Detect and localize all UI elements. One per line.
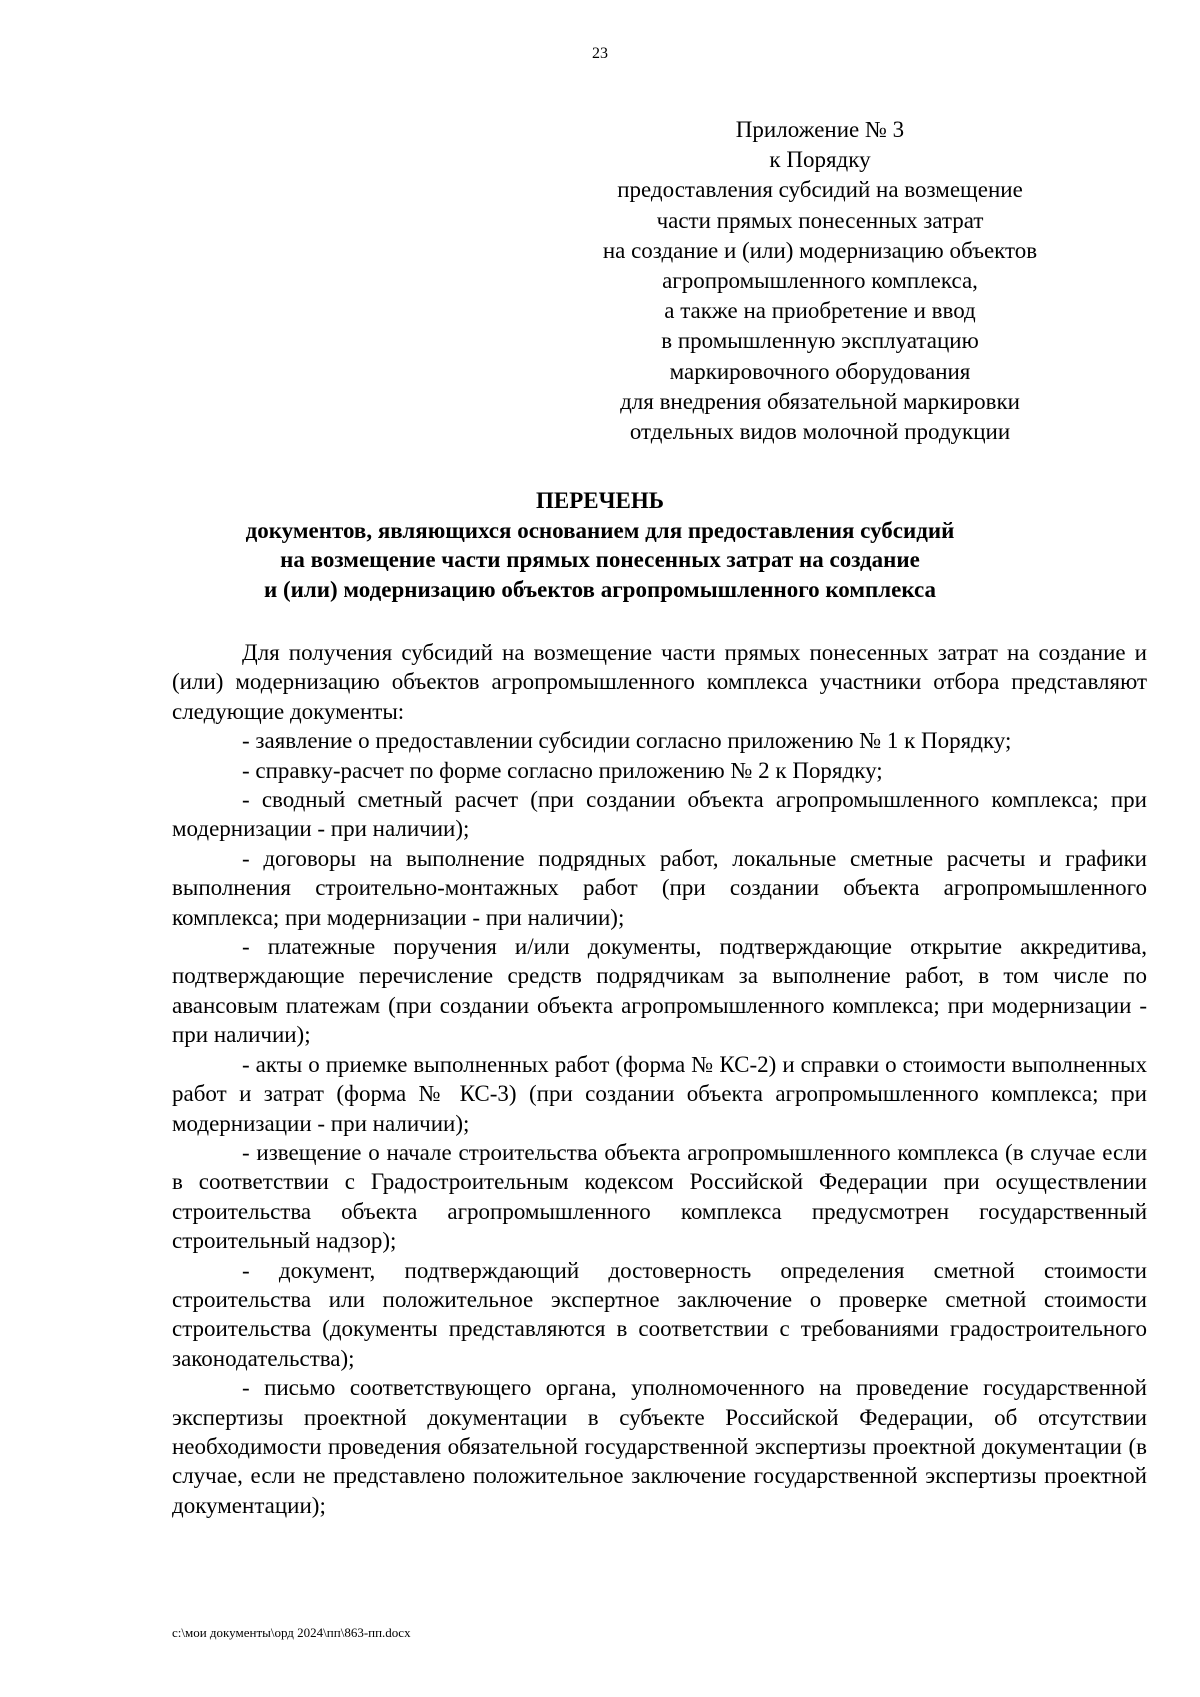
list-item: - договоры на выполнение подрядных работ, локальные сметные расчеты и графики выполнения строительно-монтажных работ (при создании объекта агропромышленного комплекса; при модернизации - при наличии); (172, 845, 1147, 930)
list-item: - акты о приемке выполненных работ (форма № КС-2) и справки о стоимости выполненных работ и затрат (форма № КС-3) (при создании объекта агропромышленного комплекса; при модернизации - при наличии); (172, 1051, 1147, 1136)
list-item: - справку-расчет по форме согласно приложению № 2 к Порядку; (242, 757, 883, 783)
appendix-line: к Порядку (769, 147, 871, 173)
list-item: - заявление о предоставлении субсидии согласно приложению № 1 к Порядку; (242, 728, 1012, 754)
appendix-line: отдельных видов молочной продукции (629, 419, 1011, 445)
list-item: - письмо соответствующего органа, уполномоченного на проведение государственной экспертизы проектной документации в субъекте Российской Федерации, об отсутствии необходимости проведения обязательной государственной экспертизы проектной документации (в случае, если не представлено положительное заключение государственной экспертизы проектной документации); (172, 1375, 1147, 1518)
heading-title: ПЕРЕЧЕНЬ (536, 488, 664, 513)
appendix-line: для внедрения обязательной маркировки (620, 388, 1020, 414)
list-item: - извещение о начале строительства объекта агропромышленного комплекса (в случае если в соответствии с Градостроительным кодексом Российской Федерации при осуществлении строительства объекта агропромышленного комплекса предусмотрен государственный строительный надзор); (172, 1139, 1147, 1254)
file-path-footer: c:\мои документы\орд 2024\пп\863-пп.docx (172, 1625, 411, 1640)
appendix-caption (570, 115, 1070, 447)
list-item: - документ, подтверждающий достоверность определения сметной стоимости строительства или положительное экспертное заключение о проверке сметной стоимости строительства (документы представляются в соответствии с требованиями градостроительного законодательства); (172, 1257, 1147, 1371)
appendix-line: части прямых понесенных затрат (656, 207, 984, 233)
list-item: - сводный сметный расчет (при создании объекта агропромышленного комплекса; при модернизации - при наличии); (172, 787, 1147, 842)
list-item: - платежные поручения и/или документы, подтверждающие открытие аккредитива, подтверждающие перечисление средств подрядчикам за выполнение работ, в том числе по авансовым платежам (при создании объекта агропромышленного комплекса; при модернизации - при наличии); (172, 934, 1147, 1048)
appendix-line: в промышленную эксплуатацию (661, 328, 979, 354)
intro-paragraph: Для получения субсидий на возмещение части прямых понесенных затрат на создание и (или) модернизацию объектов агропромышленного комплекса участники отбора представляют следующие документы: (172, 640, 1147, 724)
heading-subtitle-line: на возмещение части прямых понесенных затрат на создание (280, 547, 920, 573)
document-body (172, 638, 1147, 1520)
page-number: 23 (592, 45, 608, 62)
appendix-line: а также на приобретение и ввод (664, 298, 976, 324)
appendix-line: маркировочного оборудования (669, 358, 971, 384)
heading-subtitle-line: и (или) модернизацию объектов агропромышленного комплекса (263, 576, 937, 602)
appendix-line: Приложение № 3 (735, 117, 905, 142)
appendix-line: агропромышленного комплекса, (662, 268, 978, 294)
appendix-line: на создание и (или) модернизацию объектов (602, 237, 1038, 263)
document-heading (160, 486, 1040, 604)
heading-subtitle-line: документов, являющихся основанием для предоставления субсидий (245, 517, 955, 543)
appendix-line: предоставления субсидий на возмещение (617, 177, 1023, 203)
